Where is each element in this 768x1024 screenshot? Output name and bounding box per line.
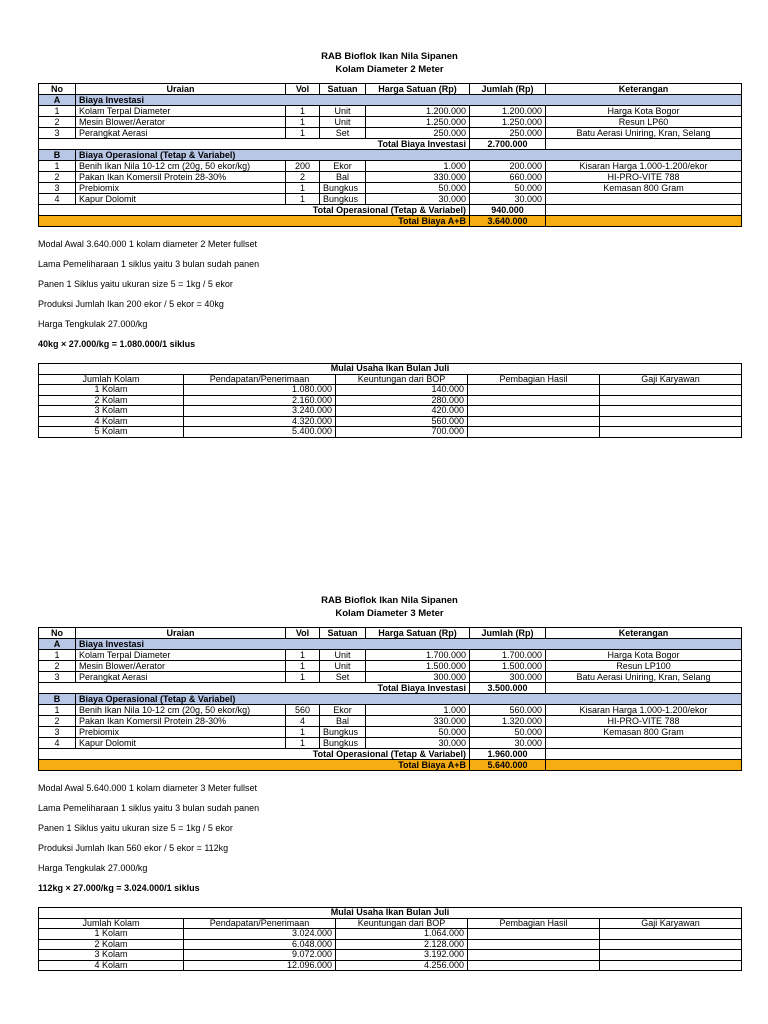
income-row: 4 Kolam 12.096.000 4.256.000 [39, 960, 742, 971]
income-row: 5 Kolam 5.400.000 700.000 [39, 427, 742, 438]
note-line: Harga Tengkulak 27.000/kg [38, 863, 148, 873]
income-header: Jumlah Kolam Pendapatan/Penerimaan Keuntungan dari BOP Pembagian Hasil Gaji Karyawan [39, 918, 742, 929]
summary-line: 40kg × 27.000/kg = 1.080.000/1 siklus [38, 339, 196, 349]
table-row: 3 Perangkat Aerasi 1 Set 300.000 300.000 Batu Aerasi Uniring, Kran, Selang [39, 672, 742, 683]
grand-total-row: Total Biaya A+B 5.640.000 [39, 760, 742, 771]
subtotal-row-investasi: Total Biaya Investasi 2.700.000 [39, 139, 742, 150]
table-row: 2 Pakan Ikan Komersil Protein 28-30% 2 Bal 330.000 660.000 HI-PRO-VITE 788 [39, 172, 742, 183]
subtotal-row-operasional: Total Operasional (Tetap & Variabel) 1.960.000 [39, 749, 742, 760]
category-row-operasional: B Biaya Operasional (Tetap & Variabel) [39, 150, 742, 161]
table-row: 1 Benih Ikan Nila 10-12 cm (20g, 50 ekor/kg) 200 Ekor 1.000 200.000 Kisaran Harga 1.000-1.200/ekor [39, 161, 742, 172]
grand-total-row: Total Biaya A+B 3.640.000 [39, 216, 742, 227]
table-row: 4 Kapur Dolomit 1 Bungkus 30.000 30.000 [39, 194, 742, 205]
income-caption: Mulai Usaha Ikan Bulan Juli [39, 364, 742, 375]
rab-section-3m [38, 594, 741, 971]
income-caption: Mulai Usaha Ikan Bulan Juli [39, 908, 742, 919]
note-line: Panen 1 Siklus yaitu ukuran size 5 = 1kg / 5 ekor [38, 279, 233, 289]
income-row: 3 Kolam 3.240.000 420.000 [39, 406, 742, 417]
income-table [38, 907, 742, 971]
table-row: 2 Pakan Ikan Komersil Protein 28-30% 4 Bal 330.000 1.320.000 HI-PRO-VITE 788 [39, 716, 742, 727]
note-line: Produksi Jumlah Ikan 560 ekor / 5 ekor = 112kg [38, 843, 229, 853]
subtotal-row-investasi: Total Biaya Investasi 3.500.000 [39, 683, 742, 694]
note-line: Lama Pemeliharaan 1 siklus yaitu 3 bulan sudah panen [38, 259, 260, 269]
subtotal-row-operasional: Total Operasional (Tetap & Variabel) 940.000 [39, 205, 742, 216]
rab-table [38, 83, 742, 227]
category-row-investasi: A Biaya Investasi [39, 639, 742, 650]
section-title: RAB Bioflok Ikan Nila Sipanen [321, 595, 458, 606]
category-row-investasi: A Biaya Investasi [39, 95, 742, 106]
income-row: 1 Kolam 3.024.000 1.064.000 [39, 929, 742, 940]
note-line: Panen 1 Siklus yaitu ukuran size 5 = 1kg / 5 ekor [38, 823, 233, 833]
notes [38, 783, 741, 894]
income-row: 4 Kolam 4.320.000 560.000 [39, 416, 742, 427]
summary-line: 112kg × 27.000/kg = 3.024.000/1 siklus [38, 883, 200, 893]
table-row: 1 Benih Ikan Nila 10-12 cm (20g, 50 ekor/kg) 560 Ekor 1.000 560.000 Kisaran Harga 1.000-1.200/ekor [39, 705, 742, 716]
note-line: Modal Awal 3.640.000 1 kolam diameter 2 Meter fullset [38, 239, 257, 249]
income-header: Jumlah Kolam Pendapatan/Penerimaan Keuntungan dari BOP Pembagian Hasil Gaji Karyawan [39, 374, 742, 385]
income-row: 2 Kolam 6.048.000 2.128.000 [39, 939, 742, 950]
notes [38, 239, 741, 350]
income-row: 3 Kolam 9.072.000 3.192.000 [39, 950, 742, 961]
note-line: Produksi Jumlah Ikan 200 ekor / 5 ekor = 40kg [38, 299, 224, 309]
note-line: Lama Pemeliharaan 1 siklus yaitu 3 bulan sudah panen [38, 803, 260, 813]
table-row: 1 Kolam Terpal Diameter 1 Unit 1.700.000 1.700.000 Harga Kota Bogor [39, 650, 742, 661]
table-row: 3 Prebiomix 1 Bungkus 50.000 50.000 Kemasan 800 Gram [39, 183, 742, 194]
rab-section-2m [38, 50, 741, 438]
table-header: No Uraian Vol Satuan Harga Satuan (Rp) Jumlah (Rp) Keterangan [39, 628, 742, 639]
section-subtitle: Kolam Diameter 3 Meter [335, 608, 444, 619]
table-header: No Uraian Vol Satuan Harga Satuan (Rp) Jumlah (Rp) Keterangan [39, 84, 742, 95]
income-row: 1 Kolam 1.080.000 140.000 [39, 385, 742, 396]
table-row: 3 Prebiomix 1 Bungkus 50.000 50.000 Kemasan 800 Gram [39, 727, 742, 738]
note-line: Harga Tengkulak 27.000/kg [38, 319, 148, 329]
table-row: 4 Kapur Dolomit 1 Bungkus 30.000 30.000 [39, 738, 742, 749]
rab-table [38, 627, 742, 771]
income-row: 2 Kolam 2.160.000 280.000 [39, 395, 742, 406]
income-table [38, 363, 742, 438]
section-title: RAB Bioflok Ikan Nila Sipanen [321, 51, 458, 62]
section-subtitle: Kolam Diameter 2 Meter [335, 64, 444, 75]
category-row-operasional: B Biaya Operasional (Tetap & Variabel) [39, 694, 742, 705]
table-row: 3 Perangkat Aerasi 1 Set 250.000 250.000 Batu Aerasi Uniring, Kran, Selang [39, 128, 742, 139]
table-row: 2 Mesin Blower/Aerator 1 Unit 1.250.000 1.250.000 Resun LP60 [39, 117, 742, 128]
note-line: Modal Awal 5.640.000 1 kolam diameter 3 Meter fullset [38, 783, 257, 793]
table-row: 2 Mesin Blower/Aerator 1 Unit 1.500.000 1.500.000 Resun LP100 [39, 661, 742, 672]
table-row: 1 Kolam Terpal Diameter 1 Unit 1.200.000 1.200.000 Harga Kota Bogor [39, 106, 742, 117]
